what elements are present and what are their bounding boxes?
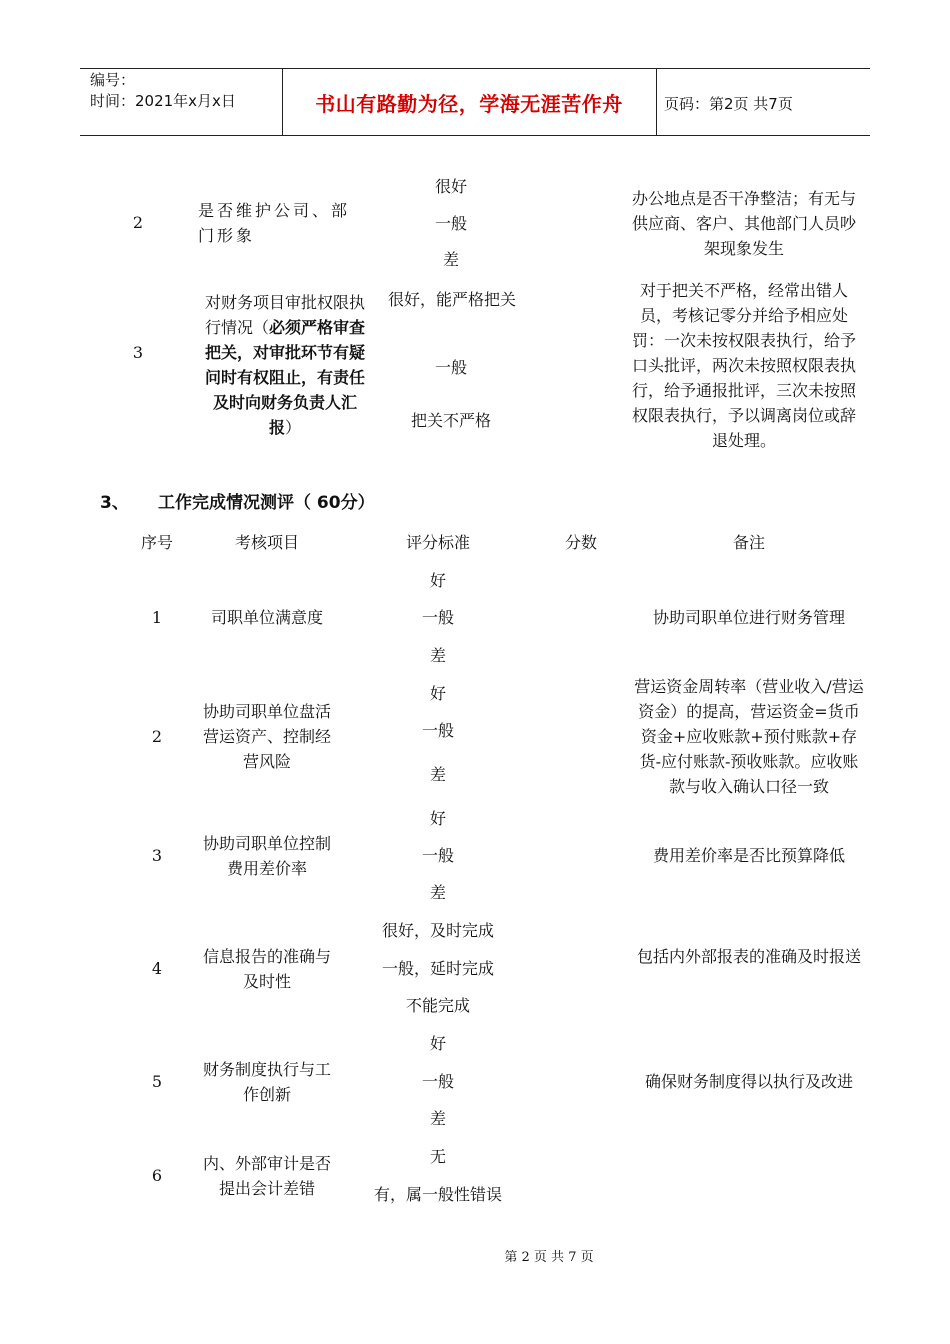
row-3-item: 协助司职单位控制费用差价率 xyxy=(202,834,331,878)
row-1-no: 1 xyxy=(151,608,163,627)
upper-row-3-no: 3 xyxy=(132,343,144,362)
upper-row-2-level-2: 一般 xyxy=(434,214,467,233)
row-2-level-1: 好 xyxy=(429,684,446,703)
row-5-no: 5 xyxy=(151,1072,163,1091)
row-3-level-2: 一般 xyxy=(421,846,454,865)
time-label: 时间：2021年x月x日 xyxy=(90,92,236,110)
upper-row-3-item-end: ） xyxy=(285,418,302,437)
row-4-level-1: 很好，及时完成 xyxy=(381,921,494,940)
row-2-item: 协助司职单位盘活营运资产、控制经营风险 xyxy=(202,702,331,771)
row-5-note: 确保财务制度得以执行及改进 xyxy=(644,1072,853,1091)
header-bottom-rule xyxy=(80,135,870,136)
row-2-no: 2 xyxy=(151,727,163,746)
header-page-label: 页码：第2页 共7页 xyxy=(664,95,793,113)
upper-row-3-item-plain: 对财务项目审批权限执行情况（ xyxy=(204,293,365,337)
row-6-item: 内、外部审计是否提出会计差错 xyxy=(202,1154,331,1198)
upper-row-3-item-bold: 必须严格审查把关，对审批环节有疑问时有权阻止，有责任及时向财务负责人汇报 xyxy=(204,318,366,437)
row-5-item: 财务制度执行与工作创新 xyxy=(202,1060,331,1104)
col-header-notes: 备注 xyxy=(732,533,765,552)
col-header-item: 考核项目 xyxy=(234,533,299,552)
row-1-item: 司职单位满意度 xyxy=(210,608,323,627)
row-4-note: 包括内外部报表的准确及时报送 xyxy=(636,947,861,966)
row-1-level-2: 一般 xyxy=(421,608,454,627)
section-heading xyxy=(100,488,375,513)
row-1-level-1: 好 xyxy=(429,571,446,590)
row-4-item: 信息报告的准确与及时性 xyxy=(202,947,331,991)
upper-row-3-item xyxy=(198,290,372,440)
col-header-no: 序号 xyxy=(140,533,173,552)
number-label: 编号： xyxy=(90,71,136,89)
row-4-level-2: 一般，延时完成 xyxy=(381,959,494,978)
row-3-no: 3 xyxy=(151,846,163,865)
upper-row-3-level-1: 很好，能严格把关 xyxy=(388,290,517,309)
row-2-level-2: 一般 xyxy=(421,721,454,740)
row-1-level-3: 差 xyxy=(429,646,446,665)
upper-row-3-level-3: 把关不严格 xyxy=(410,411,491,430)
row-5-level-2: 一般 xyxy=(421,1072,454,1091)
header-divider-right xyxy=(656,68,657,135)
row-3-level-1: 好 xyxy=(429,809,446,828)
upper-row-3-note: 对于把关不严格，经常出错人员，考核记零分并给予相应处罚：一次未按权限表执行，给予口头批评，两次未按照权限表执行，给予通报批评，三次未按照权限表执行，予以调离岗位或辞退处理。 xyxy=(631,281,856,450)
upper-row-2-item: 是否维护公司、部门形象 xyxy=(198,201,351,245)
upper-row-3-level-2: 一般 xyxy=(434,358,467,377)
row-5-level-1: 好 xyxy=(429,1034,446,1053)
header-top-rule xyxy=(80,68,870,69)
header-divider-left xyxy=(282,68,283,135)
row-1-note: 协助司职单位进行财务管理 xyxy=(652,608,845,627)
row-6-no: 6 xyxy=(151,1166,163,1185)
footer-page-number: 第 2 页 共 7 页 xyxy=(504,1250,594,1265)
header-meta xyxy=(90,70,280,112)
upper-row-2-level-3: 差 xyxy=(442,250,459,269)
row-5-level-3: 差 xyxy=(429,1109,446,1128)
section-title: 工作完成情况测评（ 60分） xyxy=(158,493,375,513)
upper-row-2-note: 办公地点是否干净整洁；有无与供应商、客户、其他部门人员吵架现象发生 xyxy=(631,189,856,258)
col-header-criteria: 评分标准 xyxy=(405,533,470,552)
col-header-score: 分数 xyxy=(564,533,597,552)
row-6-level-2: 有，属一般性错误 xyxy=(373,1185,502,1204)
upper-row-2-no: 2 xyxy=(132,213,144,232)
header-motto: 书山有路勤为径，学海无涯苦作舟 xyxy=(315,92,623,116)
upper-row-2-level-1: 很好 xyxy=(434,177,467,196)
section-number: 3、 xyxy=(100,493,129,513)
row-3-note: 费用差价率是否比预算降低 xyxy=(652,846,845,865)
row-4-no: 4 xyxy=(151,959,163,978)
row-3-level-3: 差 xyxy=(429,883,446,902)
row-6-level-1: 无 xyxy=(429,1147,446,1166)
row-4-level-3: 不能完成 xyxy=(405,996,470,1015)
row-2-note: 营运资金周转率（营业收入/营运资金）的提高，营运资金=货币资金+应收账款+预付账款+存货-应付账款-预收账款。应收账款与收入确认口径一致 xyxy=(634,677,864,796)
row-2-level-3: 差 xyxy=(429,765,446,784)
